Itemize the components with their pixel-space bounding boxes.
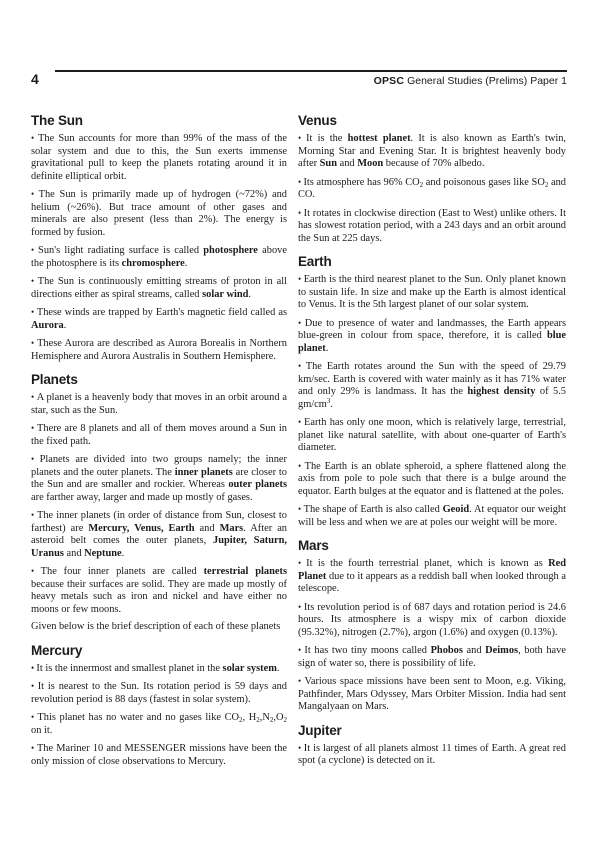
- bold-text: Red Planet: [298, 558, 566, 582]
- bullet-marker: •: [31, 245, 39, 255]
- bullet-item: • These Aurora are described as Aurora Borealis in Northern Hemisphere and Aurora Australis in Southern Hemisphere.: [31, 338, 287, 362]
- bullet-marker: •: [298, 460, 305, 471]
- bullet-item: • Earth is the third nearest planet to the Sun. Only planet known to sustain life. In size and make up the Earth is almost identical to Venus. It is the 5th largest planet of our solar system.: [298, 274, 567, 310]
- right-column: [298, 113, 566, 773]
- bullet-item: • It is largest of all planets almost 11 times of Earth. A great red spot (a cyclone) is detected on it.: [298, 742, 566, 766]
- bullet-item: • The Sun accounts for more than 99% of the mass of the solar system and due to this, the Sun exerts immense gravitational pull to keep the planets rotating around it in definite elliptical orbit.: [31, 133, 287, 182]
- section-heading: Planets: [31, 372, 78, 387]
- bold-text: solar wind: [202, 288, 249, 300]
- bullet-marker: •: [298, 742, 304, 753]
- bullet-marker: •: [31, 392, 37, 402]
- bullet-marker: •: [31, 681, 38, 691]
- bullet-marker: •: [298, 274, 304, 284]
- section-heading: Mercury: [31, 642, 83, 658]
- bullet-marker: •: [298, 645, 305, 655]
- section-heading: Earth: [298, 254, 332, 269]
- bullet-marker: •: [298, 417, 304, 427]
- bold-text: chromosphere: [121, 257, 185, 269]
- bullet-item: • The shape of Earth is also called Geoid. At equator our weight will be less and when we are at poles our weight will be more.: [298, 504, 566, 528]
- bullet-marker: •: [31, 338, 38, 348]
- bullet-item: • The inner planets (in order of distance from Sun, closest to farthest) are Mercury, Venus, Earth and Mars. After an asteroid belt comes the outer planets, Jupiter, Saturn, Uranus and Neptune.: [31, 510, 288, 559]
- bullet-item: • It is the fourth terrestrial planet, which is known as Red Planet due to it appears as a reddish ball when looked through a telescope.: [298, 558, 566, 594]
- bullet-item: • The Earth is an oblate spheroid, a sphere flattened along the axis from pole to pole such that there is a bulge around the equator. Earth bulges at the equator and is flattened at the poles.: [298, 460, 566, 497]
- bold-text: terrestrial planets: [203, 566, 287, 577]
- bullet-item: • The four inner planets are called terrestrial planets because their surfaces are solid. They are made up mostly of heavy metals such as iron and nickel and have either no moons or few moons.: [31, 566, 287, 615]
- bold-text: inner planets: [174, 466, 233, 478]
- bullet-item: • There are 8 planets and all of them moves around a Sun in the fixed path.: [31, 423, 288, 447]
- section-heading: Jupiter: [298, 722, 342, 738]
- bullet-marker: •: [298, 558, 307, 568]
- bullet-item: • Its atmosphere has 96% $CO_2$ and poisonous gases like $SO_2$ and CO.: [298, 176, 566, 200]
- bullet-marker: •: [31, 712, 38, 722]
- bold-text: Aurora: [31, 319, 64, 331]
- bullet-marker: •: [31, 189, 39, 199]
- bullet-marker: •: [31, 276, 38, 286]
- bold-text: hottest planet: [347, 133, 411, 144]
- bullet-item: • Its revolution period is of 687 days and rotation period is 24.6 hours. Its atmosphere is a wispy mix of carbon dioxide (95.32%), nitrogen (2.7%), argon (1.6%) and oxygen (0.13%).: [298, 601, 567, 638]
- bullet-item: • These winds are trapped by Earth's magnetic field called as Aurora.: [31, 307, 287, 331]
- bullet-marker: •: [298, 207, 304, 218]
- bullet-item: • The Earth rotates around the Sun with the speed of 29.79 km/sec. Earth is covered with water mainly as it has 71% water and only 29% is landmass. It has the highest density of 5.5 $gm/cm^3$.: [298, 361, 567, 410]
- bullet-marker: •: [31, 743, 37, 753]
- bullet-item: • It has two tiny moons called Phobos and Deimos, both have sign of water so, there is possibility of life.: [298, 645, 566, 669]
- bullet-marker: •: [31, 423, 38, 433]
- subscript-text: 2: [283, 716, 287, 724]
- bullet-marker: •: [298, 317, 305, 328]
- bullet-marker: •: [298, 176, 304, 187]
- subscript-text: 2: [239, 716, 243, 724]
- bullet-item: • It is the hottest planet. It is also known as Earth's twin, Morning Star and Evening Star. It is brightest heavenly body after Sun and Moon because of 70% albedo.: [298, 133, 567, 169]
- bullet-item: • Due to presence of water and landmasses, the Earth appears blue-green in colour from space, therefore, it is called blue planet.: [298, 317, 566, 354]
- bullet-marker: •: [298, 361, 306, 371]
- subscript-text: 2: [544, 180, 549, 189]
- bold-text: Neptune: [84, 547, 122, 559]
- bullet-item: • The Sun is primarily made up of hydrogen (~72%) and helium (~26%). But trace amount of other gases and minerals are also present (less than 2%). The energy is formed by fusion.: [31, 189, 287, 238]
- subscript-text: 2: [269, 716, 274, 724]
- bullet-item: • The Mariner 10 and MESSENGER missions have been the only mission of close observations to Mercury.: [31, 743, 288, 767]
- section-heading: Mars: [298, 538, 329, 553]
- running-title-brand: OPSC: [373, 75, 405, 87]
- left-column: [31, 113, 287, 773]
- section-heading: Venus: [298, 113, 337, 128]
- page-header: [31, 70, 567, 87]
- bold-text: photosphere: [203, 245, 258, 256]
- paragraph: Given below is the brief description of each of these planets: [31, 621, 281, 632]
- page-number: 4: [31, 71, 39, 87]
- subscript-text: 2: [419, 180, 424, 189]
- bullet-item: • Various space missions have been sent to Moon, e.g. Viking, Pathfinder, Mars Odyssey, Mars Orbiter Mission. India had sent Mangalyaan on Mars.: [298, 676, 566, 712]
- bullet-marker: •: [31, 454, 40, 464]
- supscript-text: 3: [326, 396, 331, 405]
- bullet-item: • It is the innermost and smallest planet in the solar system.: [31, 662, 280, 674]
- bullet-item: • A planet is a heavenly body that moves in an orbit around a star, such as the Sun.: [31, 392, 287, 416]
- bold-text: Sun: [319, 158, 337, 169]
- subscript-text: 2: [256, 716, 260, 724]
- section-heading: The Sun: [31, 113, 83, 128]
- bold-text: Mercury, Venus, Earth: [88, 522, 195, 534]
- bullet-marker: •: [298, 676, 305, 686]
- bullet-item: • It rotates in clockwise direction (East to West) unlike others. It has slowest rotation period, with a 243 days and an orbit around the Sun at 225 days.: [298, 207, 566, 244]
- bullet-marker: •: [298, 133, 307, 143]
- running-title-text: General Studies (Prelims) Paper 1: [404, 75, 567, 87]
- bullet-marker: •: [298, 601, 304, 612]
- bullet-marker: •: [31, 510, 37, 520]
- bold-text: Geoid: [442, 504, 470, 515]
- bold-text: solar system: [222, 662, 277, 674]
- bold-text: Jupiter, Saturn, Uranus: [31, 535, 288, 559]
- bold-text: highest density: [467, 386, 536, 397]
- bullet-marker: •: [31, 566, 41, 576]
- bold-text: Mars: [219, 522, 244, 534]
- bold-text: Deimos: [485, 645, 519, 656]
- bullet-item: • Planets are divided into two groups namely; the inner planets and the outer planets. The inner planets are closer to the Sun and are smaller and rockier. Whereas outer planets are farther away, larger and made up mostly of gases.: [31, 454, 287, 503]
- bold-text: Moon: [357, 158, 384, 169]
- bullet-marker: •: [31, 307, 37, 317]
- bold-text: Phobos: [430, 645, 463, 656]
- bullet-marker: •: [298, 504, 304, 514]
- page-body: [31, 113, 567, 773]
- bullet-item: • Sun's light radiating surface is called photosphere above the photosphere is its chromosphere.: [31, 245, 287, 269]
- bullet-marker: •: [31, 662, 37, 673]
- bullet-marker: •: [31, 133, 39, 143]
- bullet-item: • Earth has only one moon, which is relatively large, terrestrial, planet like natural satellite, with about one-quarter of Earth's diameter.: [298, 417, 566, 453]
- bullet-item: • This planet has no water and no gases like $CO_2$, $H_2,N_2,O_2$ on it.: [31, 712, 287, 736]
- bold-text: blue planet: [298, 330, 566, 354]
- bold-text: outer planets: [228, 479, 287, 490]
- running-title: [55, 70, 567, 87]
- bullet-item: • It is nearest to the Sun. Its rotation period is 59 days and revolution period is 88 days (fastest in solar system).: [31, 681, 287, 705]
- bullet-item: • The Sun is continuously emitting streams of proton in all directions either as spiral streams, called solar wind.: [31, 276, 287, 300]
